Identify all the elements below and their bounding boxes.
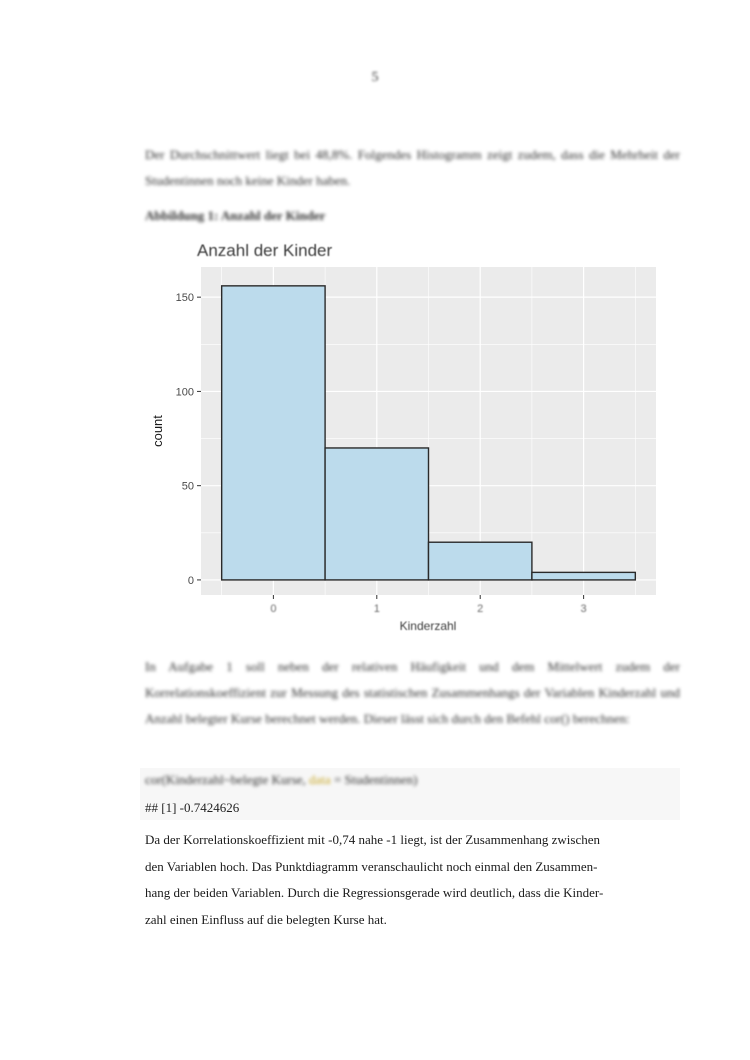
paragraph-intro: Der Durchschnittwert liegt bei 48,8%. Folgendes Histogramm zeigt zudem, dass die Mehrheit der Studentinnen noch keine Kinder haben. [145, 147, 680, 188]
paragraph-conclusion [145, 827, 682, 933]
y-tick-label: 0 [187, 574, 194, 587]
code-output: ## [1] -0.7424626 [145, 800, 240, 815]
y-tick-label: 50 [181, 480, 194, 493]
histogram-bar-2 [429, 542, 532, 580]
x-axis-label: Kinderzahl [399, 619, 457, 633]
y-axis-label: count [150, 415, 165, 447]
y-axis-ticks [176, 292, 201, 587]
code-keyword: data [309, 772, 331, 787]
code-block [140, 768, 680, 820]
x-axis-ticks [270, 595, 586, 615]
x-tick-label: 0 [270, 603, 277, 615]
histogram-bar-1 [325, 448, 428, 580]
conclusion-line-2: den Variablen hoch. Das Punktdiagramm veranschaulicht noch einmal den Zusammen- [145, 858, 598, 874]
x-tick-label: 1 [373, 603, 380, 615]
code-suffix: = Studentinnen) [330, 772, 418, 787]
y-tick-label: 150 [175, 292, 194, 305]
conclusion-line-3: hang der beiden Variablen. Durch die Regressionsgerade wird deutlich, dass die Kinder- [145, 885, 604, 900]
histogram-svg [140, 232, 670, 637]
y-tick-label: 100 [175, 386, 194, 399]
code-line [145, 768, 417, 792]
x-tick-label: 2 [477, 603, 484, 615]
page-number: 5 [371, 70, 379, 85]
histogram-chart [140, 232, 670, 637]
paragraph-correlation-intro: In Aufgabe 1 soll neben der relativen Häufigkeit und dem Mittelwert zudem der Korrelationskoeffizient zur Messung des statistischen Zusammenhangs der Variablen Kinderzahl und Anzahl belegter Kurse berechnet werden. Dieser lässt sich durch den Befehl cor() berechnen: [145, 659, 680, 726]
chart-title: Anzahl der Kinder [197, 241, 333, 260]
code-prefix: cor(Kinderzahl~belegte Kurse, [145, 772, 310, 787]
conclusion-line-1: Da der Korrelationskoeffizient mit -0,74 nahe -1 liegt, ist der Zusammenhang zwischen [145, 832, 600, 847]
histogram-bar-3 [532, 572, 635, 580]
x-tick-label: 3 [580, 603, 587, 615]
figure-caption: Abbildung 1: Anzahl der Kinder [145, 208, 326, 223]
conclusion-line-4: zahl einen Einfluss auf die belegten Kurse hat. [145, 911, 387, 927]
histogram-bar-0 [222, 286, 325, 580]
